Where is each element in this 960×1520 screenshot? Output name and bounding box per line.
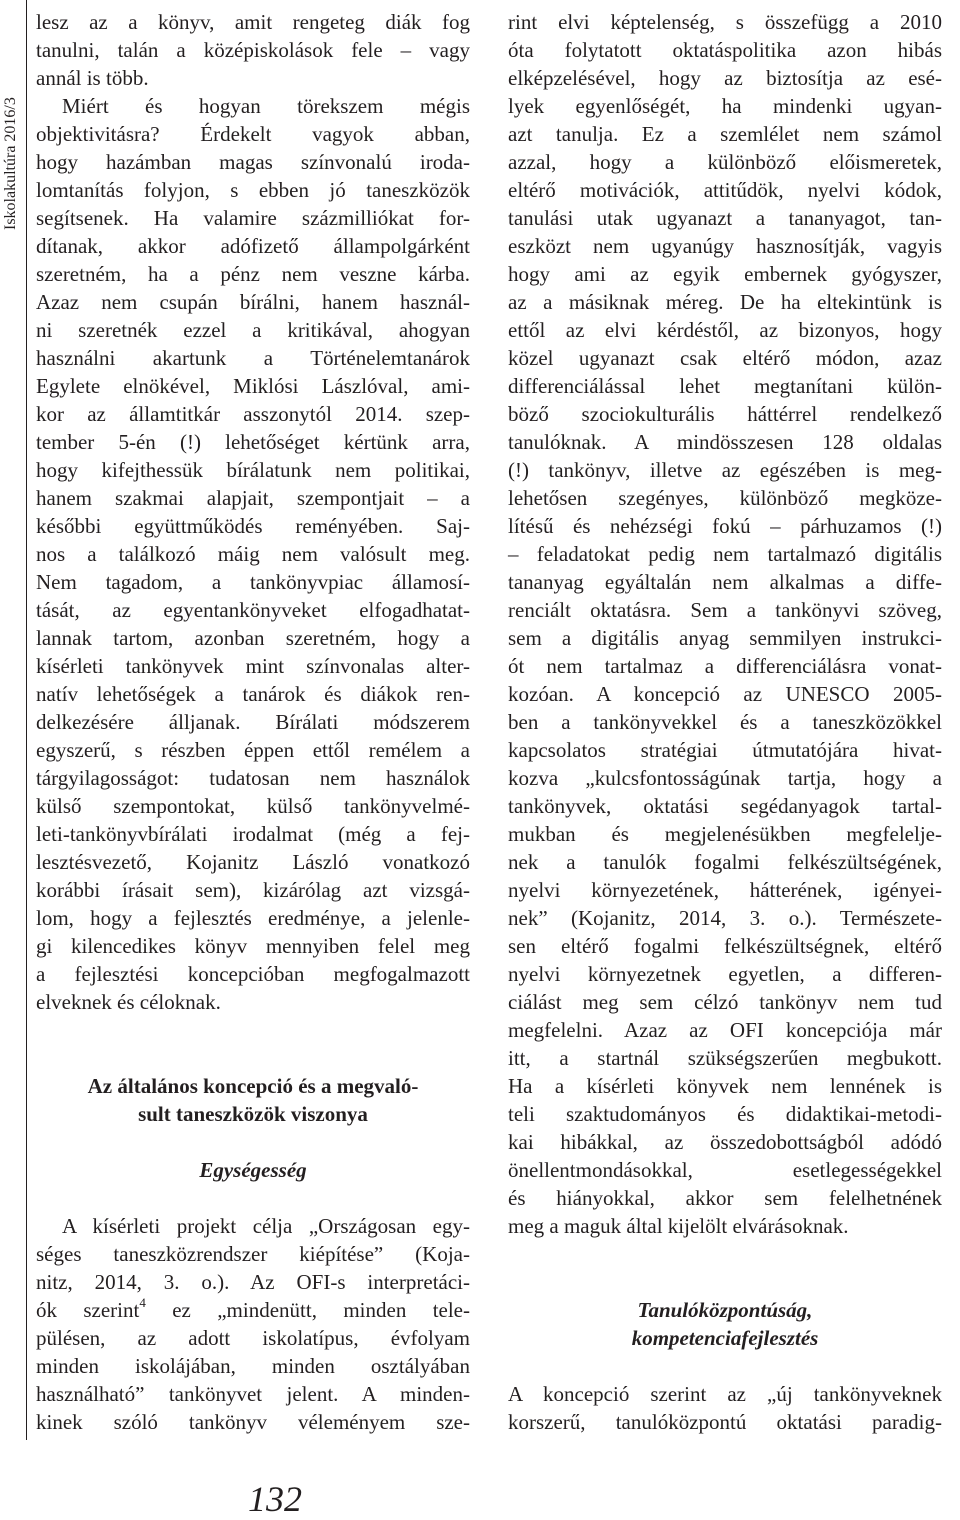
text-line: használható” tankönyvet jelent. A minden- bbox=[36, 1382, 470, 1406]
text-line: rint elvi képtelenség, s összefügg a 2010 bbox=[508, 10, 942, 34]
text-line: nek a tanulók fogalmi felkészültségének, bbox=[508, 850, 942, 874]
text-line: annál is több. bbox=[36, 66, 149, 90]
text-line: lom, hogy a fejlesztés eredménye, a jelenle- bbox=[36, 906, 470, 930]
text-line: meg a maguk által kijelölt elvárásoknak. bbox=[508, 1214, 849, 1238]
text-line: nitz, 2014, 3. o.). Az OFI-s interpretáci- bbox=[36, 1270, 470, 1294]
text-line: hogy hazámban magas színvonalú iroda- bbox=[36, 150, 470, 174]
text-line: Egylete elnökével, Miklósi Lászlóval, ami- bbox=[36, 374, 470, 398]
text-line: elveknek és céloknak. bbox=[36, 990, 221, 1014]
text-line: (!) tankönyv, illetve az egészében is meg- bbox=[508, 458, 942, 482]
left-column bbox=[36, 8, 470, 1436]
text-line: nyelvi környezetének, hátterének, igényei- bbox=[508, 878, 942, 902]
text-line: kinek szóló tankönyv véleményem sze- bbox=[36, 1410, 470, 1434]
text-line: tárgyilagosságot: tudatosan nem használok bbox=[36, 766, 470, 790]
text-line: ciálást meg sem célzó tankönyv nem tud bbox=[508, 990, 942, 1014]
text-line: megfelelni. Azaz az OFI koncepciója már bbox=[508, 1018, 942, 1042]
text-line: kapcsolatos stratégiai útmutatójára hivat- bbox=[508, 738, 942, 762]
subheading-egysegesseg: Egységesség bbox=[199, 1158, 307, 1182]
page-number: 132 bbox=[248, 1479, 302, 1519]
text-line: Nem tagadom, a tankönyvpiac államosí- bbox=[36, 570, 470, 594]
text-line: Miért és hogyan törekszem mégis bbox=[62, 94, 470, 118]
text-line: és hiányokkal, akkor sem felelhetnének bbox=[508, 1186, 942, 1210]
section-heading-line-1: Az általános koncepció és a megvaló- bbox=[87, 1074, 419, 1098]
text-line: eltérő motivációk, attitűdök, nyelvi kódok, bbox=[508, 178, 942, 202]
margin-rule bbox=[26, 0, 27, 1440]
text-line: a fejlesztési koncepcióban megfogalmazott bbox=[36, 962, 470, 986]
text-line: eszközt nem ugyanúgy hasznosítják, vagyis bbox=[508, 234, 942, 258]
text-line: séges taneszközrendszer kiépítése” (Koja- bbox=[36, 1242, 470, 1266]
text-line: korszerű, tanulóközpontú oktatási paradig- bbox=[508, 1410, 942, 1434]
text-line: kísérleti tankönyvek mint színvonalas alter- bbox=[36, 654, 470, 678]
text-line: lítésű és nehézségi fokú – párhuzamos (!) bbox=[508, 514, 942, 538]
text-line: egyszerű, s részben éppen ettől remélem a bbox=[36, 738, 470, 762]
text-line: használni akartunk a Történelemtanárok bbox=[36, 346, 470, 370]
text-line: kai hibákkal, az összedobottságból adódó bbox=[508, 1130, 942, 1154]
subheading-tanulokozpontusag-1: Tanulóközpontúság, bbox=[637, 1298, 813, 1322]
section-heading-line-2: sult taneszközök viszonya bbox=[138, 1102, 368, 1126]
text-line: közel ugyanazt csak eltérő módon, azaz bbox=[508, 346, 942, 370]
text-line: leti-tankönyvbírálati irodalmat (még a fej- bbox=[36, 822, 470, 846]
text-line: lesz az a könyv, amit rengeteg diák fog bbox=[36, 10, 470, 34]
text-line: mukban és megjelenésükben megfelelje- bbox=[508, 822, 942, 846]
text-line: tember 5-én (!) lehetőséget kértünk arra, bbox=[36, 430, 470, 454]
text-line: lehetősen szegényes, különböző megköze- bbox=[508, 486, 942, 510]
text-line: tanulóknak. A mindösszesen 128 oldalas bbox=[508, 430, 942, 454]
text-line: differenciálással lehet megtanítani külön- bbox=[508, 374, 942, 398]
text-line: nos a találkozó máig nem valósult meg. bbox=[36, 542, 470, 566]
text-line: A kísérleti projekt célja „Országosan egy- bbox=[62, 1214, 470, 1238]
text-line: azt tanulja. Ez a szemlélet nem számol bbox=[508, 122, 942, 146]
text-line: Azaz nem csupán bírálni, hanem használ- bbox=[36, 290, 470, 314]
text-line: lomtanítás folyjon, s ebben jó taneszközök bbox=[36, 178, 470, 202]
subheading-tanulokozpontusag-2: kompetenciafejlesztés bbox=[631, 1326, 819, 1350]
text-line: korábbi írásait sem), kizárólag azt vizsgá- bbox=[36, 878, 470, 902]
text-line: lyek egyenlőségét, ha mindenki ugyan- bbox=[508, 94, 942, 118]
text-line: az a másiknak méreg. De ha eltekintünk is bbox=[508, 290, 942, 314]
text-line: – feladatokat pedig nem tartalmazó digitális bbox=[508, 542, 942, 566]
text-line: böző szociokulturális háttérrel rendelkező bbox=[508, 402, 942, 426]
text-line: gi kilencedikes könyv mennyiben felel meg bbox=[36, 934, 470, 958]
left-body-text bbox=[36, 8, 470, 1016]
text-line: hanem szakmai alapjait, szempontjait – a bbox=[36, 486, 470, 510]
text-line: hogy ami az egyik embernek gyógyszer, bbox=[508, 262, 942, 286]
text-line: pülésen, az adott iskolatípus, évfolyam bbox=[36, 1326, 470, 1350]
text-line: azzal, hogy a különböző előismeretek, bbox=[508, 150, 942, 174]
text-line: önellentmondásokkal, esetlegességekkel bbox=[508, 1158, 942, 1182]
text-line: renciált oktatásra. Sem a tankönyvi szöveg, bbox=[508, 598, 942, 622]
left-body-text-2 bbox=[36, 1212, 470, 1436]
text-line: lesztésvezető, Kojanitz László vonatkozó bbox=[36, 850, 470, 874]
text-line: külső szempontokat, külső tankönyvelmé- bbox=[36, 794, 470, 818]
text-line: nek” (Kojanitz, 2014, 3. o.). Természete- bbox=[508, 906, 942, 930]
text-line: szeretném, ha a pénz nem veszne kárba. bbox=[36, 262, 470, 286]
text-line: delkezésére álljanak. Bírálati módszerem bbox=[36, 710, 470, 734]
right-body-text bbox=[508, 8, 942, 1240]
text-line: ben a tankönyvekkel és a taneszközökkel bbox=[508, 710, 942, 734]
text-line: nyelvi környezetnek egyetlen, a differen- bbox=[508, 962, 942, 986]
text-line: minden iskolájában, minden osztályában bbox=[36, 1354, 470, 1378]
text-line: objektivitásra? Érdekelt vagyok abban, bbox=[36, 122, 470, 146]
text-line: ók szerint$^4$ ez „mindenütt, minden tele- bbox=[36, 1295, 470, 1322]
text-line: kozóan. A koncepció az UNESCO 2005- bbox=[508, 682, 942, 706]
text-line: A koncepció szerint az „új tankönyveknek bbox=[508, 1382, 942, 1406]
footnote-marker: 4 bbox=[139, 1295, 146, 1310]
journal-running-head: Iskolakultúra 2016/3 bbox=[2, 97, 19, 230]
text-line: ót nem tartalmaz a differenciálásra vonat- bbox=[508, 654, 942, 678]
text-line: tananyag egyáltalán nem alkalmas a diffe- bbox=[508, 570, 942, 594]
text-line: későbbi együttműködés reményében. Saj- bbox=[36, 514, 470, 538]
text-line: itt, a startnál szükségszerűen megbukott. bbox=[508, 1046, 942, 1070]
text-line: sen eltérő fogalmi felkészültségnek, eltérő bbox=[508, 934, 942, 958]
text-line: ni szeretnék ezzel a kritikával, ahogyan bbox=[36, 318, 470, 342]
text-line: tását, az egyentankönyveket elfogadhatat- bbox=[36, 598, 470, 622]
right-column bbox=[508, 8, 942, 1436]
text-line: dítanak, akkor adófizető állampolgárként bbox=[36, 234, 470, 258]
right-body-text-2 bbox=[508, 1380, 942, 1436]
text-line: óta folytatott oktatáspolitika azon hibás bbox=[508, 38, 942, 62]
text-line: sem a digitális anyag semmilyen instrukci- bbox=[508, 626, 942, 650]
text-line: tankönyvek, oktatási segédanyagok tartal- bbox=[508, 794, 942, 818]
text-line: kozva „kulcsfontosságúnak tartja, hogy a bbox=[508, 766, 942, 790]
text-line: segítsenek. Ha valamire százmilliókat for- bbox=[36, 206, 470, 230]
text-line: teli szaktudományos és didaktikai-metodi- bbox=[508, 1102, 942, 1126]
text-line: elképzelésével, hogy az biztosítja az esé- bbox=[508, 66, 942, 90]
text-line: lannak tartom, azonban szeretném, hogy a bbox=[36, 626, 470, 650]
text-line: Ha a kísérleti könyvek nem lennének is bbox=[508, 1074, 942, 1098]
text-line: tanulási utak ugyanazt a tananyagot, tan- bbox=[508, 206, 942, 230]
text-line: natív lehetőségek a tanárok és diákok ren- bbox=[36, 682, 470, 706]
text-line: kor az államtitkár asszonytól 2014. szep- bbox=[36, 402, 470, 426]
text-line: ettől az elvi kérdéstől, az bizonyos, hogy bbox=[508, 318, 942, 342]
text-line: tanulni, talán a középiskolások fele – vagy bbox=[36, 38, 470, 62]
text-line: hogy kifejthessük bírálatunk nem politikai, bbox=[36, 458, 470, 482]
